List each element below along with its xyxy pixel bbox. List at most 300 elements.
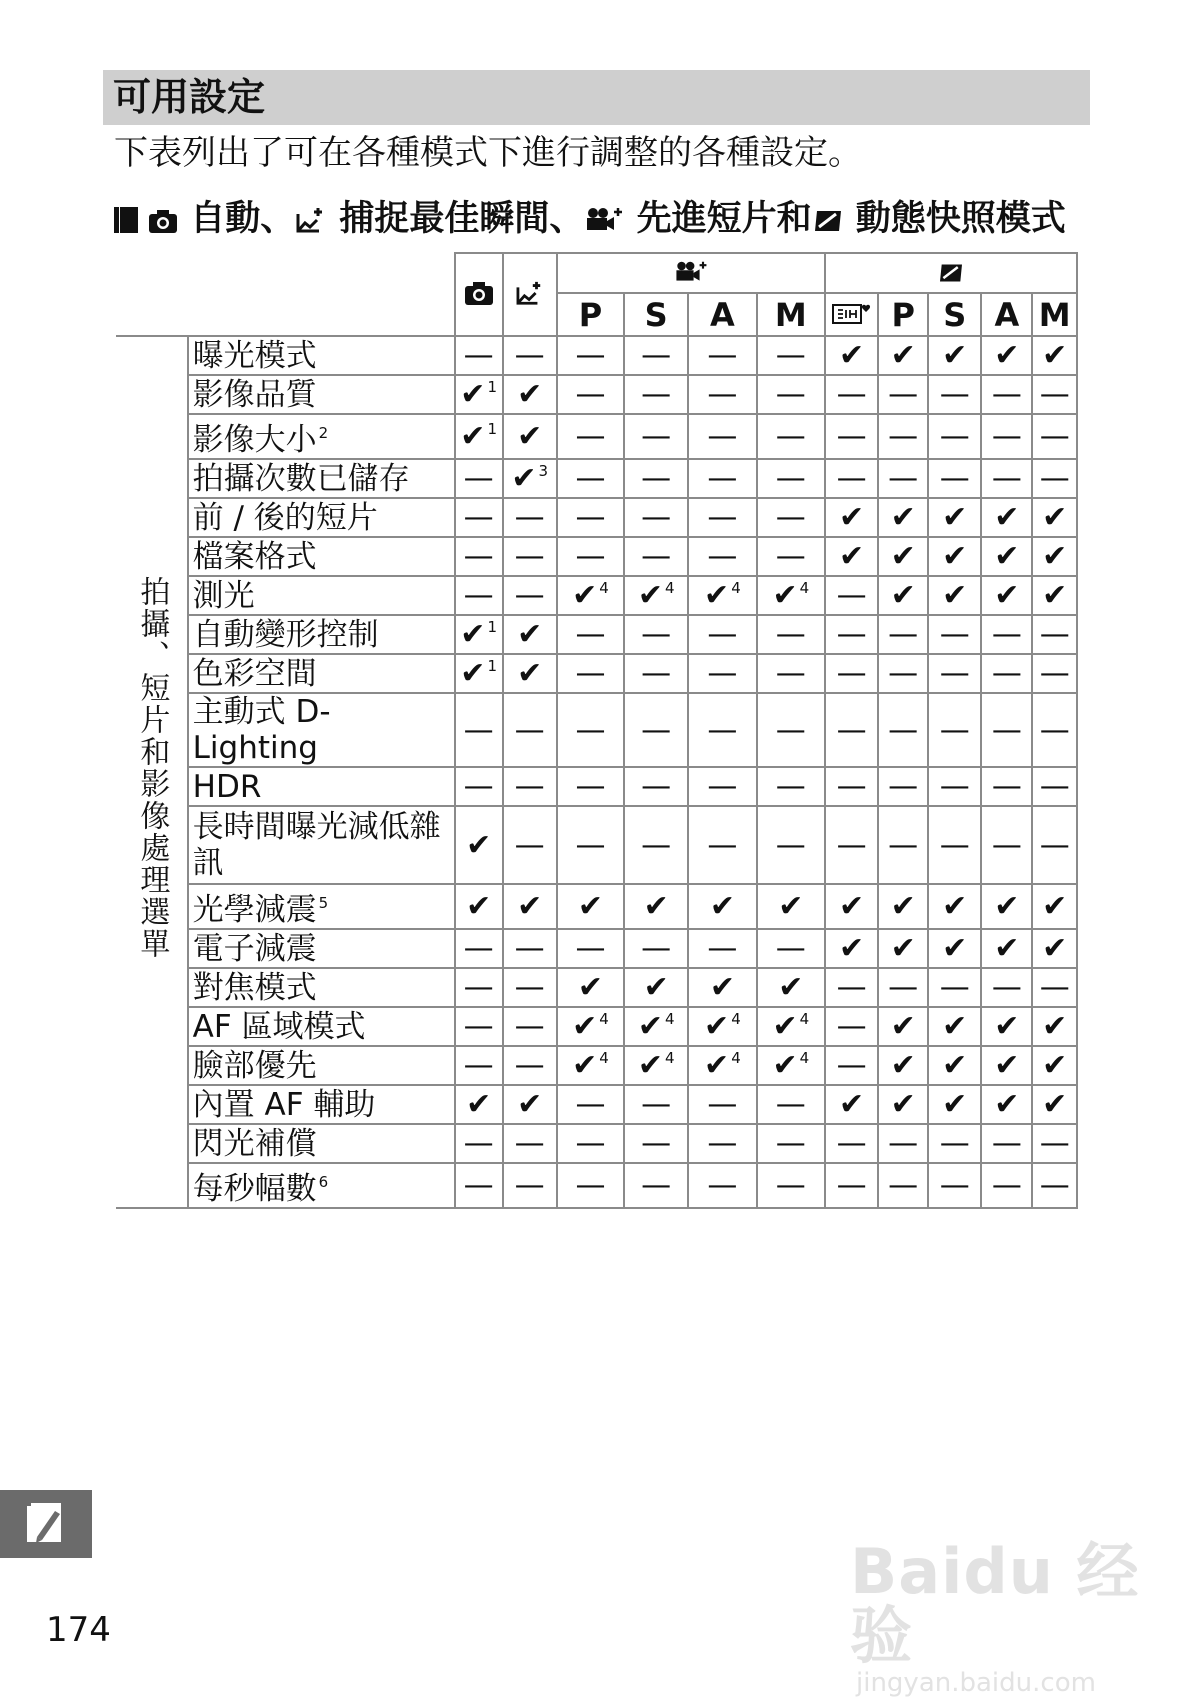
setting-label	[188, 375, 455, 414]
check-mark: ✔	[942, 500, 968, 535]
dash-cell	[878, 414, 928, 459]
check-mark: ✔	[466, 889, 492, 924]
dash-mark: —	[775, 419, 806, 454]
dash-mark: —	[991, 970, 1022, 1005]
advanced-movie-icon	[584, 200, 624, 246]
dash-cell	[1032, 968, 1077, 1007]
dash-mark: —	[939, 617, 970, 652]
dash-mark: —	[641, 338, 672, 373]
dash-cell	[1032, 375, 1077, 414]
dash-cell	[455, 1007, 503, 1046]
check-mark: ✔	[942, 578, 968, 613]
dash-cell	[878, 615, 928, 654]
check-mark: ✔	[1042, 1048, 1068, 1083]
setting-label	[188, 884, 455, 929]
check-cell	[503, 459, 557, 498]
footnote-marker: 4	[799, 1010, 810, 1028]
footnote-marker: 1	[487, 657, 497, 675]
dash-mark: —	[939, 419, 970, 454]
dash-cell	[557, 615, 624, 654]
dash-cell	[624, 693, 688, 767]
check-mark: ✔	[994, 539, 1020, 574]
setting-label	[188, 767, 455, 806]
section-title: 可用設定	[103, 70, 1090, 125]
dash-mark: —	[1039, 461, 1070, 496]
dash-cell	[757, 375, 825, 414]
check-mark: ✔	[1042, 1087, 1068, 1122]
check-mark: ✔	[643, 889, 669, 924]
check-mark: ✔	[890, 931, 916, 966]
dash-cell	[688, 1124, 756, 1163]
dash-mark: —	[641, 377, 672, 412]
subheading-auto: 自動、	[190, 199, 296, 239]
section-tab-marker	[0, 1490, 92, 1558]
dash-cell	[688, 806, 756, 884]
dash-cell	[624, 537, 688, 576]
dash-mark: —	[641, 1126, 672, 1161]
dash-cell	[503, 498, 557, 537]
dash-mark: —	[514, 1126, 545, 1161]
advanced-movie-icon	[673, 260, 709, 284]
dash-mark: —	[1039, 1126, 1070, 1161]
col-header-motion-p: P	[878, 293, 928, 336]
check-cell	[1032, 1046, 1077, 1085]
footnote-marker: 2	[318, 424, 329, 442]
table-row	[116, 884, 1077, 929]
footnote-marker: 6	[318, 1173, 329, 1191]
dash-mark: —	[514, 578, 545, 613]
check-mark: ✔	[1042, 1009, 1068, 1044]
setting-label	[188, 1124, 455, 1163]
check-mark: ✔	[942, 931, 968, 966]
dash-cell	[981, 1124, 1032, 1163]
check-mark: ✔	[890, 1048, 916, 1083]
dash-cell	[455, 693, 503, 767]
dash-cell	[757, 767, 825, 806]
dash-cell	[557, 806, 624, 884]
dash-cell	[688, 615, 756, 654]
dash-cell	[557, 375, 624, 414]
dash-mark: —	[1039, 617, 1070, 652]
setting-label	[188, 929, 455, 968]
dash-cell	[624, 767, 688, 806]
bullet-mark-icon	[114, 207, 138, 233]
scene-heart-icon	[832, 302, 872, 326]
check-cell	[757, 1046, 825, 1085]
dash-mark: —	[939, 377, 970, 412]
dash-cell	[878, 1124, 928, 1163]
dash-mark: —	[707, 539, 738, 574]
dash-mark: —	[463, 461, 494, 496]
footnote-marker: 1	[487, 378, 497, 396]
best-moment-icon	[295, 200, 327, 246]
dash-mark: —	[575, 539, 606, 574]
dash-mark: —	[775, 617, 806, 652]
dash-cell	[1032, 414, 1077, 459]
check-cell	[928, 336, 981, 375]
dash-cell	[503, 929, 557, 968]
check-mark: ✔	[942, 539, 968, 574]
setting-label-text: 主動式 D-Lighting	[192, 694, 331, 766]
setting-label-text: 自動變形控制	[192, 616, 379, 653]
dash-cell	[557, 654, 624, 693]
dash-mark: —	[775, 1126, 806, 1161]
subheading-motion: 動態快照模式	[855, 199, 1066, 239]
dash-mark: —	[1039, 769, 1070, 804]
check-mark: ✔	[994, 1048, 1020, 1083]
dash-mark: —	[836, 970, 867, 1005]
footnote-marker: 4	[799, 1049, 810, 1067]
setting-label	[188, 1085, 455, 1124]
check-mark: ✔	[839, 500, 865, 535]
dash-mark: —	[463, 1126, 494, 1161]
table-row	[116, 806, 1077, 884]
dash-mark: —	[775, 539, 806, 574]
dash-cell	[757, 1085, 825, 1124]
dash-mark: —	[707, 656, 738, 691]
dash-cell	[878, 968, 928, 1007]
dash-mark: —	[991, 1126, 1022, 1161]
check-mark: ✔	[839, 889, 865, 924]
dash-cell	[1032, 693, 1077, 767]
check-mark: ✔	[942, 1048, 968, 1083]
dash-mark: —	[939, 712, 970, 748]
dash-cell	[757, 1124, 825, 1163]
dash-mark: —	[991, 656, 1022, 691]
dash-cell	[688, 375, 756, 414]
dash-cell	[503, 693, 557, 767]
dash-mark: —	[1039, 827, 1070, 863]
dash-cell	[624, 498, 688, 537]
check-mark: ✔	[517, 1087, 543, 1122]
setting-label-text: 長時間曝光減低雜訊	[192, 809, 441, 881]
dash-cell	[878, 806, 928, 884]
table-header	[116, 253, 1077, 336]
footnote-marker: 4	[664, 579, 675, 597]
dash-cell	[981, 459, 1032, 498]
table-row	[116, 929, 1077, 968]
check-mark: ✔	[517, 419, 543, 454]
dash-cell	[757, 1163, 825, 1208]
table-row	[116, 968, 1077, 1007]
dash-mark: —	[1039, 970, 1070, 1005]
dash-mark: —	[641, 769, 672, 804]
dash-mark: —	[463, 1048, 494, 1083]
dash-mark: —	[641, 827, 672, 863]
dash-mark: —	[514, 769, 545, 804]
dash-cell	[503, 1046, 557, 1085]
dash-mark: —	[836, 1168, 867, 1203]
dash-mark: —	[888, 377, 919, 412]
check-cell	[825, 498, 878, 537]
setting-label-text: 每秒幅數	[192, 1171, 317, 1207]
dash-mark: —	[775, 827, 806, 863]
dash-mark: —	[463, 500, 494, 535]
dash-mark: —	[707, 377, 738, 412]
footnote-marker: 1	[487, 618, 497, 636]
dash-mark: —	[641, 712, 672, 748]
setting-label-text: 內置 AF 輔助	[192, 1086, 376, 1123]
dash-mark: —	[707, 827, 738, 863]
footnote-marker: 4	[799, 579, 810, 597]
dash-mark: —	[888, 1126, 919, 1161]
dash-cell	[928, 767, 981, 806]
dash-mark: —	[641, 539, 672, 574]
check-cell	[928, 884, 981, 929]
dash-cell	[557, 414, 624, 459]
check-cell	[928, 498, 981, 537]
check-mark: ✔	[778, 889, 804, 924]
check-mark: ✔	[517, 656, 543, 691]
check-cell	[825, 336, 878, 375]
check-cell	[455, 615, 503, 654]
dash-mark: —	[775, 1087, 806, 1122]
check-mark: ✔	[572, 578, 598, 613]
setting-label	[188, 968, 455, 1007]
dash-mark: —	[991, 419, 1022, 454]
dash-mark: —	[641, 617, 672, 652]
check-mark: ✔	[778, 970, 804, 1005]
dash-mark: —	[836, 769, 867, 804]
dash-cell	[455, 459, 503, 498]
motion-snapshot-icon	[936, 262, 966, 284]
dash-mark: —	[575, 419, 606, 454]
dash-cell	[688, 654, 756, 693]
col-header-motion-a: A	[981, 293, 1032, 336]
dash-cell	[825, 806, 878, 884]
setting-label	[188, 498, 455, 537]
dash-mark: —	[463, 539, 494, 574]
dash-cell	[981, 615, 1032, 654]
table-body	[116, 336, 1077, 1208]
dash-mark: —	[888, 617, 919, 652]
dash-mark: —	[888, 461, 919, 496]
dash-cell	[557, 767, 624, 806]
dash-mark: —	[707, 931, 738, 966]
dash-cell	[503, 806, 557, 884]
dash-cell	[503, 767, 557, 806]
check-mark: ✔	[1042, 578, 1068, 613]
dash-mark: —	[991, 377, 1022, 412]
dash-cell	[757, 414, 825, 459]
col-header-movie-a: A	[688, 293, 756, 336]
setting-label	[188, 693, 455, 767]
check-mark: ✔	[1042, 338, 1068, 373]
dash-cell	[455, 537, 503, 576]
setting-label-text: 影像大小	[192, 422, 317, 458]
footnote-marker: 4	[599, 1010, 609, 1028]
dash-cell	[757, 693, 825, 767]
setting-label	[188, 1163, 455, 1208]
dash-mark: —	[514, 539, 545, 574]
subheading	[114, 196, 1094, 246]
check-cell	[557, 1007, 624, 1046]
check-mark: ✔	[890, 338, 916, 373]
setting-label	[188, 414, 455, 459]
check-cell	[688, 1046, 756, 1085]
check-cell	[1032, 884, 1077, 929]
dash-cell	[928, 1124, 981, 1163]
check-cell	[455, 375, 503, 414]
dash-mark: —	[463, 1009, 494, 1044]
check-mark: ✔	[890, 539, 916, 574]
dash-mark: —	[939, 769, 970, 804]
dash-mark: —	[939, 1168, 970, 1203]
setting-label-text: 測光	[192, 577, 255, 614]
dash-mark: —	[707, 461, 738, 496]
check-cell	[878, 929, 928, 968]
check-mark: ✔	[517, 617, 543, 652]
check-cell	[757, 1007, 825, 1046]
dash-mark: —	[939, 827, 970, 863]
dash-mark: —	[775, 1168, 806, 1203]
check-mark: ✔	[637, 578, 663, 613]
dash-mark: —	[939, 656, 970, 691]
setting-label-text: 閃光補償	[192, 1125, 317, 1162]
dash-cell	[557, 929, 624, 968]
check-cell	[928, 1085, 981, 1124]
dash-cell	[624, 459, 688, 498]
footnote-marker: 4	[731, 1010, 741, 1028]
check-mark: ✔	[709, 889, 735, 924]
dash-mark: —	[888, 769, 919, 804]
intro-text: 下表列出了可在各種模式下進行調整的各種設定。	[114, 133, 862, 173]
check-cell	[624, 884, 688, 929]
menu-pencil-icon	[23, 1501, 69, 1547]
camera-icon	[464, 280, 494, 306]
dash-cell	[928, 654, 981, 693]
dash-cell	[757, 929, 825, 968]
check-mark: ✔	[643, 970, 669, 1005]
table-row	[116, 654, 1077, 693]
setting-label-text: 電子減震	[192, 930, 317, 967]
table-row	[116, 459, 1077, 498]
check-cell	[878, 336, 928, 375]
dash-mark: —	[641, 1168, 672, 1203]
check-cell	[688, 1007, 756, 1046]
footnote-marker: 4	[599, 579, 609, 597]
row-group-label-text: 拍攝、短片和影像處理選單	[134, 576, 170, 960]
dash-mark: —	[641, 931, 672, 966]
dash-cell	[878, 1163, 928, 1208]
check-mark: ✔	[994, 1009, 1020, 1044]
motion-snapshot-icon	[812, 200, 844, 246]
dash-mark: —	[888, 827, 919, 863]
dash-mark: —	[836, 827, 867, 863]
dash-cell	[455, 929, 503, 968]
dash-mark: —	[775, 461, 806, 496]
check-cell	[1032, 576, 1077, 615]
table-row	[116, 693, 1077, 767]
dash-mark: —	[575, 712, 606, 748]
dash-cell	[455, 767, 503, 806]
dash-mark: —	[514, 931, 545, 966]
dash-cell	[1032, 654, 1077, 693]
dash-cell	[503, 576, 557, 615]
subheading-best-moment: 捕捉最佳瞬間、	[339, 199, 585, 239]
check-mark: ✔	[460, 419, 486, 454]
check-mark: ✔	[460, 656, 486, 691]
check-cell	[624, 576, 688, 615]
dash-mark: —	[888, 419, 919, 454]
dash-cell	[557, 459, 624, 498]
dash-mark: —	[575, 377, 606, 412]
dash-mark: —	[514, 1168, 545, 1203]
dash-cell	[503, 1007, 557, 1046]
dash-cell	[455, 336, 503, 375]
check-mark: ✔	[890, 500, 916, 535]
dash-cell	[825, 767, 878, 806]
dash-mark: —	[641, 461, 672, 496]
dash-mark: —	[888, 970, 919, 1005]
dash-mark: —	[575, 1087, 606, 1122]
check-cell	[503, 615, 557, 654]
check-mark: ✔	[994, 578, 1020, 613]
dash-cell	[624, 806, 688, 884]
dash-cell	[825, 576, 878, 615]
dash-cell	[503, 1124, 557, 1163]
dash-mark: —	[463, 712, 494, 748]
dash-mark: —	[991, 827, 1022, 863]
dash-cell	[624, 336, 688, 375]
dash-mark: —	[836, 656, 867, 691]
check-cell	[757, 884, 825, 929]
check-cell	[981, 1046, 1032, 1085]
check-cell	[825, 537, 878, 576]
dash-mark: —	[836, 461, 867, 496]
check-cell	[455, 806, 503, 884]
check-mark: ✔	[517, 889, 543, 924]
dash-mark: —	[991, 617, 1022, 652]
dash-cell	[557, 336, 624, 375]
setting-label	[188, 654, 455, 693]
check-cell	[981, 884, 1032, 929]
dash-cell	[455, 1163, 503, 1208]
table-row	[116, 1124, 1077, 1163]
setting-label-text: 拍攝次數已儲存	[192, 460, 410, 497]
dash-cell	[825, 375, 878, 414]
dash-cell	[825, 615, 878, 654]
table-row	[116, 498, 1077, 537]
dash-cell	[455, 1124, 503, 1163]
check-mark: ✔	[572, 1009, 598, 1044]
dash-mark: —	[775, 338, 806, 373]
check-cell	[878, 884, 928, 929]
table-row	[116, 1085, 1077, 1124]
settings-table	[116, 252, 1078, 1209]
check-cell	[688, 968, 756, 1007]
dash-cell	[928, 806, 981, 884]
dash-mark: —	[836, 617, 867, 652]
dash-cell	[624, 929, 688, 968]
table-row	[116, 576, 1077, 615]
dash-cell	[825, 654, 878, 693]
dash-cell	[825, 968, 878, 1007]
table-row	[116, 537, 1077, 576]
dash-mark: —	[707, 500, 738, 535]
check-mark: ✔	[994, 889, 1020, 924]
check-mark: ✔	[839, 338, 865, 373]
dash-mark: —	[939, 1126, 970, 1161]
check-mark: ✔	[466, 1087, 492, 1122]
dash-cell	[688, 498, 756, 537]
check-mark: ✔	[466, 827, 492, 863]
check-cell	[1032, 929, 1077, 968]
setting-label	[188, 576, 455, 615]
dash-cell	[825, 1007, 878, 1046]
check-mark: ✔	[994, 500, 1020, 535]
check-cell	[557, 1046, 624, 1085]
